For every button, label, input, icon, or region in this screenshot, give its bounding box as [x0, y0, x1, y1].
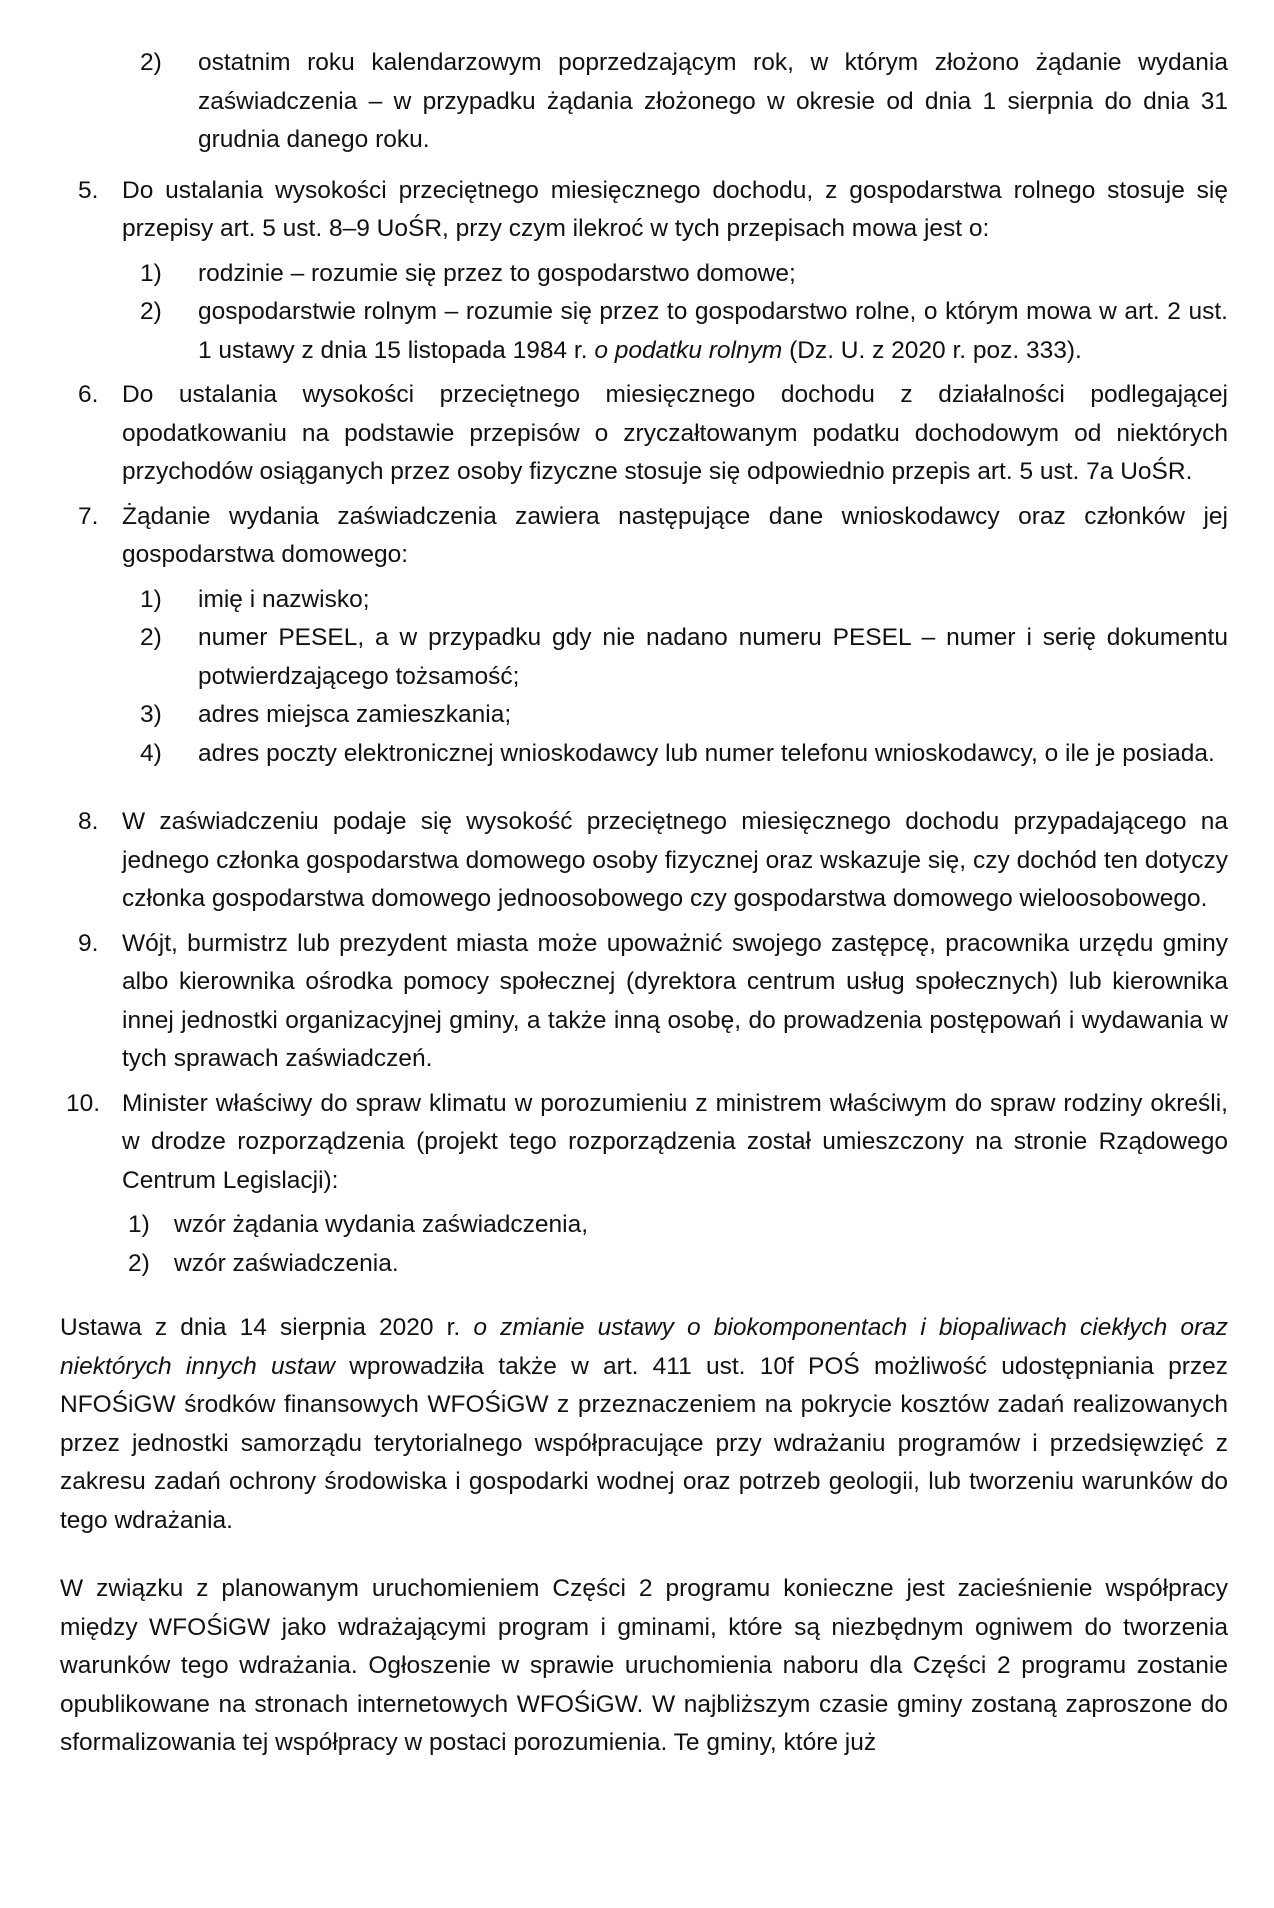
item-text: wzór żądania wydania zaświadczenia, [174, 1211, 588, 1238]
item-number: 2) [140, 298, 162, 325]
section-number: 8. [78, 808, 99, 835]
list-item [122, 581, 1228, 620]
item-text: numer PESEL, a w przypadku gdy nie nadano numeru PESEL – numer i serię dokumentu potwierdzającego tożsamość; [198, 624, 1228, 690]
section-text: Żądanie wydania zaświadczenia zawiera następujące dane wnioskodawcy oraz członków jej gospodarstwa domowego: [122, 502, 1228, 568]
section-text: Do ustalania wysokości przeciętnego miesięcznego dochodu, z gospodarstwa rolnego stosuje się przepisy art. 5 ust. 8–9 UoŚR, przy czym ilekroć w tych przepisach mowa jest o: [122, 176, 1228, 242]
item-text: wzór zaświadczenia. [174, 1249, 399, 1277]
item-number: 2) [140, 49, 162, 76]
italic-title: o zmianie ustawy o biokomponentach i biopaliwach ciekłych oraz niektórych innych ustaw [60, 1314, 1228, 1380]
list-item [122, 1206, 1228, 1245]
section-number: 5. [78, 176, 99, 204]
section-9 [60, 925, 1228, 1079]
section-6 [60, 376, 1228, 492]
item-number: 4) [140, 739, 162, 767]
item-number: 1) [140, 585, 162, 613]
item-text: adres poczty elektronicznej wnioskodawcy lub numer telefonu wnioskodawcy, o ile je posiada. [198, 739, 1215, 767]
item-text: gospodarstwie rolnym – rozumie się przez to gospodarstwo rolne, o którym mowa w art. 2 ust. 1 ustawy z dnia 15 listopada 1984 r. o podatku rolnym (Dz. U. z 2020 r. poz. 333). [198, 298, 1228, 364]
section-number: 6. [78, 381, 99, 408]
list-item [122, 619, 1228, 696]
section-text: Minister właściwy do spraw klimatu w porozumieniu z ministrem właściwym do spraw rodziny określi, w drodze rozporządzenia (projekt tego rozporządzenia został umieszczony na stronie Rządowego Centrum Legislacji): [122, 1089, 1228, 1194]
paragraph-ustawa: Ustawa z dnia 14 sierpnia 2020 r. o zmianie ustawy o biokomponentach i biopaliwach ciekłych oraz niektórych innych ustaw wprowadziła także w art. 411 ust. 10f POŚ możliwość udostępniania przez NFOŚiGW środków finansowych WFOŚiGW z przeznaczeniem na pokrycie kosztów zadań realizowanych przez jednostki samorządu terytorialnego współpracujące przy wdrażaniu programów i przedsięwzięć z zakresu zadań ochrony środowiska i gospodarki wodnej oraz potrzeb geologii, lub tworzeniu warunków do tego wdrażania. [60, 1314, 1228, 1534]
section-10 [60, 1085, 1228, 1284]
section-number: 9. [78, 929, 99, 957]
item-text: imię i nazwisko; [198, 585, 370, 613]
item-text: ostatnim roku kalendarzowym poprzedzającym rok, w którym złożono żądanie wydania zaświadczenia – w przypadku żądania złożonego w okresie od dnia 1 sierpnia do dnia 31 grudnia danego roku. [198, 49, 1228, 153]
list-item [122, 1245, 1228, 1284]
section-8 [60, 803, 1228, 919]
section-number: 7. [78, 502, 99, 530]
list-item [122, 735, 1228, 774]
section-text: W zaświadczeniu podaje się wysokość przeciętnego miesięcznego dochodu przypadającego na jednego członka gospodarstwa domowego osoby fizycznej oraz wskazuje się, czy dochód ten dotyczy członka gospodarstwa domowego jednoosobowego czy gospodarstwa domowego wieloosobowego. [122, 808, 1228, 912]
italic-title: o podatku rolnym [594, 336, 783, 364]
item-number: 3) [140, 701, 162, 728]
section-text: Wójt, burmistrz lub prezydent miasta może upoważnić swojego zastępcę, pracownika urzędu gminy albo kierownika ośrodka pomocy społecznej (dyrektora centrum usług społecznych) lub kierownika innej jednostki organizacyjnej gminy, a także inną osobę, do prowadzenia postępowań i wydawania w tych sprawach zaświadczeń. [122, 929, 1228, 1072]
item-number: 2) [128, 1249, 150, 1277]
continuation-item [60, 44, 1228, 160]
section-5 [60, 172, 1228, 371]
section-text: Do ustalania wysokości przeciętnego miesięcznego dochodu z działalności podlegającej opodatkowaniu na podstawie przepisów o zryczałtowanym podatku dochodowym od niektórych przychodów osiąganych przez osoby fizyczne stosuje się odpowiednio przepis art. 5 ust. 7a UoŚR. [122, 381, 1228, 485]
list-item [122, 696, 1228, 735]
list-item [122, 293, 1228, 370]
section-number: 10. [66, 1089, 101, 1117]
item-text: rodzinie – rozumie się przez to gospodarstwo domowe; [198, 259, 796, 287]
item-number: 1) [140, 259, 162, 287]
section-7 [60, 498, 1228, 774]
item-number: 2) [140, 624, 162, 651]
item-text: adres miejsca zamieszkania; [198, 701, 512, 728]
item-number: 1) [128, 1211, 150, 1238]
paragraph-czesc-2: W związku z planowanym uruchomieniem Części 2 programu konieczne jest zacieśnienie współpracy między WFOŚiGW jako wdrażającymi program i gminami, które są niezbędnym ogniwem do tworzenia warunków tego wdrażania. Ogłoszenie w sprawie uruchomienia naboru dla Części 2 programu zostanie opublikowane na stronach internetowych WFOŚiGW. W najbliższym czasie gminy zostaną zaproszone do sformalizowania tej współpracy w postaci porozumienia. Te gminy, które już [60, 1575, 1228, 1756]
list-item [122, 255, 1228, 294]
